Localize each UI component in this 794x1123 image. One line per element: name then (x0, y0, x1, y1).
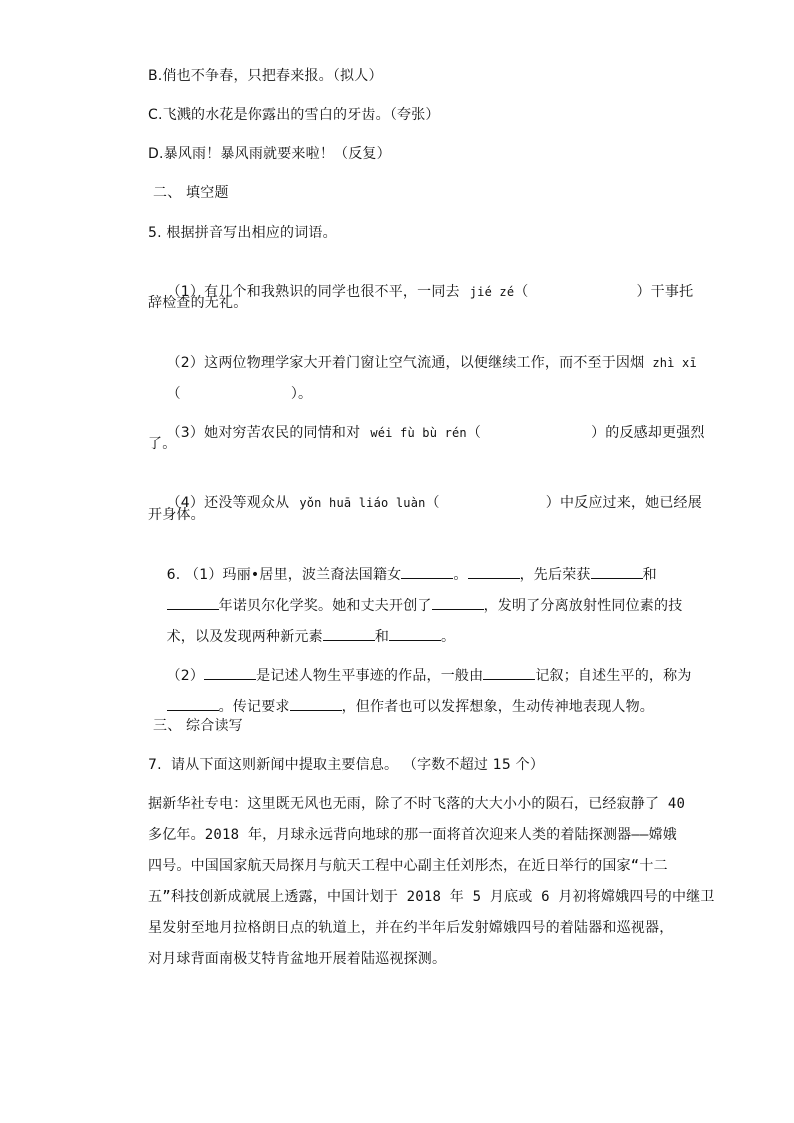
q5-item4-open-paren: （ (425, 495, 440, 511)
section-heading-reading-writing: 三、 综合读写 (153, 718, 243, 734)
q5-item2-open-paren: （ (166, 386, 181, 402)
choice-c: C.飞溅的水花是你露出的雪白的牙齿。（夸张） (148, 107, 440, 123)
q6-text-m: 。传记要求 (218, 699, 290, 715)
news-line-6: 对月球背面南极艾特肯盆地开展着陆巡视探测。 (148, 951, 447, 967)
q5-item1-close-text: ）干事托 (636, 284, 694, 300)
question-5-stem: 5. 根据拼音写出相应的词语。 (148, 225, 337, 241)
q5-item4-pinyin: yǒn huā liáo luàn (299, 496, 426, 510)
q5-item4-text: （4）还没等观众从 (166, 495, 290, 511)
news-line-5: 星发射至地月拉格朗日点的轨道上，并在约半年后发射嫦娥四号的着陆器和巡视器， (148, 920, 674, 936)
q5-item3-close-text: ）的反感却更强烈 (591, 425, 705, 441)
choice-d: D.暴风雨！暴风雨就要来啦！（反复） (148, 146, 391, 162)
q6-text-h: 和 (374, 629, 390, 645)
q6-text-j: （2） (166, 668, 205, 684)
q5-item3-open-paren: （ (466, 425, 482, 441)
q6-text-i: 。 (441, 629, 456, 645)
news-line-1: 据新华社专电：这里既无风也无雨，除了不时飞落的大大小小的陨石，已经寂静了 40 (148, 796, 686, 812)
news-line-4: 五”科技创新成就展上透露，中国计划于 2018 年 5 月底或 6 月初将嫦娥四号的中继卫 (148, 889, 715, 905)
q5-item2-text: （2）这两位物理学家大开着门窗让空气流通，以便继续工作，而不至于因烟 (166, 355, 645, 371)
q5-item1-line2: 辞检查的无礼。 (148, 295, 248, 311)
choice-b: B.俏也不争春，只把春来报。（拟人） (148, 68, 383, 84)
q5-item3-line1 (148, 403, 705, 463)
q6-blank-6[interactable] (323, 626, 375, 641)
q6-text-k: 是记述人物生平事迹的作品，一般由 (256, 668, 484, 684)
q6-text-a: 6. （1）玛丽•居里，波兰裔法国籍女 (166, 567, 402, 583)
q6-blank-7[interactable] (389, 626, 441, 641)
q5-item1-open-paren: （ (514, 284, 529, 300)
news-line-3: 四号。中国国家航天局探月与航天工程中心副主任刘彤杰，在近日举行的国家“十二 (148, 858, 668, 874)
q6-blank-11[interactable] (290, 696, 342, 711)
q5-item4-close-text: ）中反应过来，她已经展 (545, 495, 702, 511)
q5-item2-close-text: ）。 (290, 386, 313, 402)
q6-text-n: ，但作者也可以发挥想象，生动传神地表现人物。 (341, 699, 655, 715)
q5-item1-line1 (148, 262, 693, 322)
q5-item2-pinyin: zhì xī (652, 356, 697, 370)
q6-text-g: 术，以及发现两种新元素 (166, 629, 323, 645)
q5-item3-text: （3）她对穷苦农民的同情和对 (166, 425, 361, 441)
q6-text-l: 记叙；自述生平的，称为 (535, 668, 692, 684)
news-line-2: 多亿年。2018 年，月球永远背向地球的那一面将首次迎来人类的着陆探测器——嫦娥 (148, 827, 677, 843)
q5-item4-line2: 开身体。 (148, 507, 205, 523)
q6-text-e: 年诺贝尔化学奖。她和丈夫开创了 (218, 598, 432, 614)
q6-text-b: 。 (453, 567, 468, 583)
q5-item3-pinyin: wéi fù bù rén (370, 426, 467, 440)
q5-item1-text: （1）有几个和我熟识的同学也很不平，一同去 (166, 284, 460, 300)
q5-item3-line2: 了。 (148, 436, 177, 452)
q5-item4-line1 (148, 473, 702, 533)
q6-text-c: ，先后荣获 (519, 567, 591, 583)
section-heading-fill-in: 二、 填空题 (153, 185, 229, 201)
q6-text-f: ，发明了分离放射性同位素的技 (483, 598, 683, 614)
question-7-stem: 7. 请从下面这则新闻中提取主要信息。 （字数不超过 15 个） (148, 757, 545, 773)
q6-text-d: 和 (642, 567, 657, 583)
q5-item1-pinyin: jié zé (469, 285, 515, 299)
q6-blank-10[interactable] (167, 696, 219, 711)
